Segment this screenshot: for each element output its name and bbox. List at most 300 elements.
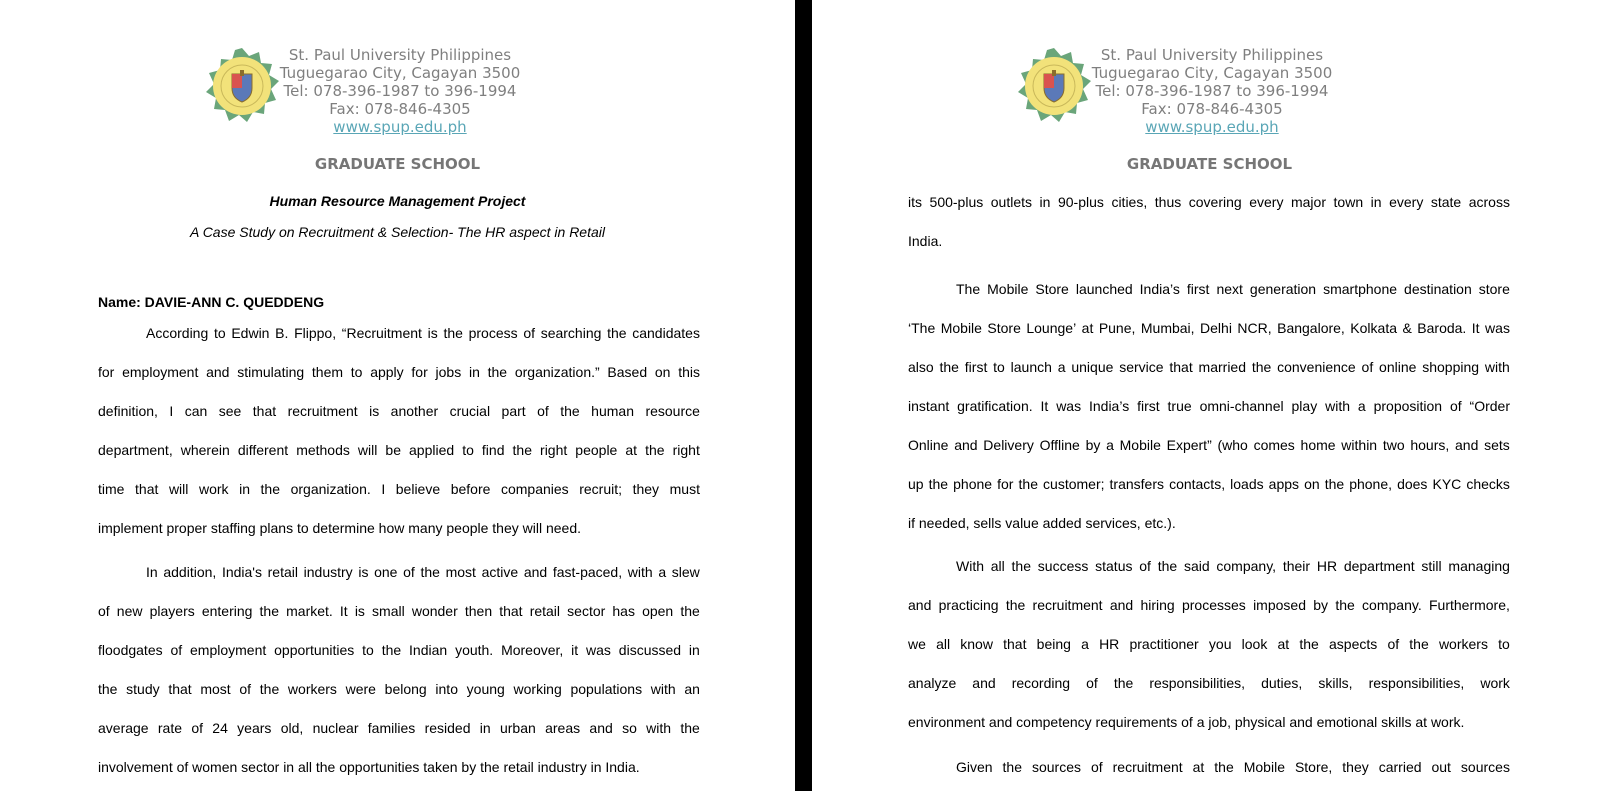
word: to (350, 364, 363, 380)
word: NCR, (1237, 320, 1272, 336)
word: the (645, 442, 665, 458)
word: an (684, 681, 700, 697)
word: most (445, 564, 476, 580)
word: managing (1448, 558, 1510, 574)
word: new (116, 603, 143, 619)
word: at (625, 442, 638, 458)
word: out (1431, 759, 1451, 775)
word: carried (1378, 759, 1422, 775)
word: and (1109, 597, 1134, 613)
word: and (1455, 437, 1479, 453)
word: young (466, 681, 505, 697)
word: employment (190, 642, 267, 658)
word: their (1282, 558, 1311, 574)
word: first (964, 359, 988, 375)
university-fax: Fax: 078-846-4305 (329, 100, 471, 118)
word: they (632, 481, 660, 497)
word: gratification. (957, 398, 1033, 414)
text-line: involvement of women sector in all the opportunities taken by the retail industry in India. (98, 759, 640, 775)
word: for (98, 364, 115, 380)
word: the (259, 603, 280, 619)
word: According (146, 325, 209, 341)
word: at (1192, 759, 1205, 775)
word: a (658, 564, 667, 580)
word: home (1300, 437, 1336, 453)
word: company, (1216, 558, 1277, 574)
word: to (462, 442, 474, 458)
word: at (1081, 320, 1094, 336)
text-line (908, 357, 1510, 396)
word: recruitment (1112, 759, 1183, 775)
word: Given (956, 759, 993, 775)
paragraph-sources (908, 757, 1510, 791)
word: of (1139, 558, 1151, 574)
word: the (1157, 558, 1178, 574)
word: this (678, 364, 700, 380)
word: rate (157, 720, 183, 736)
word: work (198, 481, 229, 497)
word: recording (1011, 675, 1071, 691)
word: of (170, 642, 183, 658)
word: they (1342, 759, 1369, 775)
word: know (960, 636, 993, 652)
word: recruitment (287, 403, 358, 419)
word: India’s (1088, 398, 1130, 414)
word: them (311, 364, 344, 380)
word: being (1036, 636, 1071, 652)
word: average (98, 720, 149, 736)
word: with (627, 564, 653, 580)
word: resided (424, 720, 471, 736)
word: of (523, 325, 535, 341)
word: the (512, 442, 532, 458)
word: destination (1404, 281, 1472, 297)
word: practicing (938, 597, 999, 613)
word: status (1095, 558, 1133, 574)
word: to (1498, 636, 1510, 652)
word: HR (1099, 636, 1120, 652)
word: Mobile (1119, 437, 1161, 453)
word: must (669, 481, 700, 497)
word: were (345, 681, 376, 697)
word: major (1290, 194, 1326, 210)
word: Online (908, 437, 949, 453)
word: the (1335, 597, 1355, 613)
word: I (169, 403, 174, 419)
word: Mobile (940, 320, 982, 336)
word: instant (908, 398, 950, 414)
letterhead-text (1062, 46, 1362, 136)
word: comes (1253, 437, 1295, 453)
word: and (908, 597, 932, 613)
word: transfers (1109, 476, 1165, 492)
word: a (1081, 636, 1089, 652)
word: every (1389, 194, 1424, 210)
word: the (420, 564, 440, 580)
word: up (908, 476, 924, 492)
word: the (98, 681, 118, 697)
word: of (1361, 359, 1374, 375)
word: outlets (990, 194, 1033, 210)
word: the (928, 476, 949, 492)
word: The (956, 281, 981, 297)
word: smartphone (1323, 281, 1398, 297)
word: town (1333, 194, 1364, 210)
word: the (1018, 476, 1038, 492)
text-line (98, 479, 700, 518)
document-page-right (812, 0, 1607, 791)
word: 500-plus (929, 194, 984, 210)
word: find (481, 442, 505, 458)
word: hours, (1410, 437, 1450, 453)
word: with (1325, 398, 1350, 414)
word: aspects (1329, 636, 1378, 652)
word: slew (671, 564, 700, 580)
word: was (1056, 398, 1082, 414)
word: thus (1154, 194, 1182, 210)
word: at (1277, 636, 1290, 652)
word: into (435, 681, 458, 697)
word: Based (607, 364, 648, 380)
word: organization. (290, 481, 371, 497)
university-address: Tuguegarao City, Cagayan 3500 (279, 64, 521, 82)
word: in (479, 720, 491, 736)
word: Lounge’ (1026, 320, 1077, 336)
word: is (369, 403, 380, 419)
university-tel: Tel: 078-396-1987 to 396-1994 (283, 82, 517, 100)
word: next (1216, 281, 1243, 297)
word: ‘The (908, 320, 936, 336)
document-page-left (0, 0, 795, 791)
word: companies (500, 481, 569, 497)
word: and (589, 720, 613, 736)
word: first (1137, 398, 1160, 414)
word: shopping (1422, 359, 1480, 375)
word: Store (987, 320, 1021, 336)
word: true (1167, 398, 1192, 414)
word: is (358, 564, 369, 580)
word: sources (1460, 759, 1510, 775)
word: open (642, 603, 674, 619)
word: Kolkata (1350, 320, 1397, 336)
text-line (98, 562, 700, 601)
text-line (98, 401, 700, 440)
word: With (956, 558, 984, 574)
word: apply (370, 364, 404, 380)
word: India's (221, 564, 262, 580)
word: methods (296, 442, 350, 458)
word: (who (1217, 437, 1248, 453)
word: imposed (1253, 597, 1306, 613)
word: workers (287, 681, 337, 697)
word: launched (1075, 281, 1133, 297)
word: by (1085, 437, 1101, 453)
word: with (1484, 359, 1510, 375)
word: resource (645, 403, 700, 419)
text-line (98, 323, 700, 362)
word: Delivery (983, 437, 1034, 453)
word: be (385, 442, 401, 458)
word: in (468, 364, 480, 380)
paragraph-india-retail (98, 562, 700, 791)
document-subtitle: A Case Study on Recruitment & Selection- The HR aspect in Retail (189, 224, 605, 240)
word: discussed (618, 642, 682, 658)
university-website-link[interactable]: www.spup.edu.ph (1145, 118, 1279, 136)
paragraph-recruitment-definition (98, 323, 700, 557)
word: one (374, 564, 398, 580)
word: with (646, 720, 672, 736)
word: wherein (180, 442, 230, 458)
word: the (1005, 597, 1026, 613)
word: to (993, 359, 1005, 375)
word: all (936, 636, 951, 652)
text-line (98, 679, 700, 718)
word: of (239, 681, 252, 697)
word: will (168, 481, 189, 497)
word: loads (1230, 476, 1264, 492)
word: retail (267, 564, 298, 580)
word: a (1357, 398, 1366, 414)
word: sources (1031, 759, 1082, 775)
word: people (575, 442, 618, 458)
word: players (149, 603, 195, 619)
word: Edwin (231, 325, 270, 341)
word: you (1208, 636, 1232, 652)
word: to (213, 325, 226, 341)
word: study (126, 681, 160, 697)
word: definition, (98, 403, 158, 419)
word: floodgates (98, 642, 163, 658)
word: success (1037, 558, 1089, 574)
word: Expert” (1166, 437, 1212, 453)
word: another (390, 403, 439, 419)
word: that (499, 603, 523, 619)
university-website-link[interactable]: www.spup.edu.ph (333, 118, 467, 136)
word: the (560, 403, 580, 419)
word: phone (953, 476, 993, 492)
word: two (1382, 437, 1405, 453)
word: years (237, 720, 272, 736)
word: the (1002, 759, 1023, 775)
word: searching (540, 325, 602, 341)
word: old, (280, 720, 304, 736)
word: is (427, 325, 438, 341)
word: then (464, 603, 493, 619)
word: industry (303, 564, 353, 580)
word: contacts, (1169, 476, 1226, 492)
word: recruitment (1032, 597, 1103, 613)
word: fast-paced, (552, 564, 623, 580)
word: the (939, 359, 959, 375)
word: India’s (1139, 281, 1180, 297)
word: we (908, 636, 926, 652)
word: of (1449, 398, 1462, 414)
word: time (98, 481, 125, 497)
word: part (501, 403, 526, 419)
word: working (513, 681, 562, 697)
word: also (908, 359, 934, 375)
text-line (908, 318, 1510, 357)
word: with (650, 681, 676, 697)
word: processes (1181, 597, 1246, 613)
word: company. (1362, 597, 1422, 613)
word: customer; (1043, 476, 1105, 492)
text-line (908, 435, 1510, 474)
university-address: Tuguegarao City, Cagayan 3500 (1091, 64, 1333, 82)
word: process (468, 325, 518, 341)
word: the (487, 364, 508, 380)
word: Store, (1294, 759, 1333, 775)
word: In (146, 564, 158, 580)
word: human (591, 403, 634, 419)
word: recruit; (579, 481, 623, 497)
word: the (1299, 636, 1319, 652)
word: was (1485, 320, 1510, 336)
university-name: St. Paul University Philippines (288, 46, 512, 64)
word: the (1409, 636, 1429, 652)
word: analyze (908, 675, 957, 691)
word: applied (409, 442, 455, 458)
word: retail (529, 603, 561, 619)
text-line (98, 601, 700, 640)
word: is (354, 603, 365, 619)
university-tel: Tel: 078-396-1987 to 396-1994 (1095, 82, 1329, 100)
word: on (654, 364, 671, 380)
graduate-school-heading: GRADUATE SCHOOL (314, 155, 481, 173)
text-line (908, 556, 1510, 595)
word: cities, (1111, 194, 1148, 210)
word: urban (499, 720, 536, 736)
word: “Recruitment (341, 325, 422, 341)
word: opportunities (274, 642, 355, 658)
word: checks (1466, 476, 1510, 492)
word: entering (201, 603, 253, 619)
word: and (523, 564, 548, 580)
word: B. (275, 325, 289, 341)
word: in (1039, 194, 1051, 210)
word: 90-plus (1057, 194, 1104, 210)
word: store (1478, 281, 1510, 297)
word: does (1397, 476, 1428, 492)
word: for (997, 476, 1014, 492)
word: organization.” (514, 364, 600, 380)
word: of (403, 564, 415, 580)
word: before (450, 481, 491, 497)
word: and (972, 675, 996, 691)
text-line (908, 396, 1510, 435)
word: a (1106, 437, 1114, 453)
word: responsibilities, (1368, 675, 1465, 691)
word: in (688, 642, 700, 658)
word: employment (122, 364, 199, 380)
word: it (571, 642, 579, 658)
word: department, (98, 442, 173, 458)
word: skills, (1318, 675, 1353, 691)
word: addition, (163, 564, 217, 580)
word: Offline (1039, 437, 1080, 453)
word: nuclear (312, 720, 359, 736)
word: state (1430, 194, 1462, 210)
word: Store (1035, 281, 1069, 297)
word: & (1402, 320, 1412, 336)
text-line (98, 362, 700, 401)
word: that (168, 681, 192, 697)
word: will (357, 442, 378, 458)
word: see (218, 403, 242, 419)
word: the (381, 642, 402, 658)
word: Bangalore, (1277, 320, 1345, 336)
word: the (260, 481, 281, 497)
word: unique (1071, 359, 1114, 375)
word: Indian (409, 642, 448, 658)
text-line (98, 640, 700, 679)
text-line (98, 440, 700, 479)
word: within (1341, 437, 1378, 453)
word: married (1198, 359, 1247, 375)
word: I (381, 481, 386, 497)
word: the (1113, 675, 1134, 691)
word: right (540, 442, 568, 458)
word: HR (1316, 558, 1338, 574)
word: omni-channel (1199, 398, 1284, 414)
word: in (239, 481, 250, 497)
word: online (1379, 359, 1417, 375)
word: of (1387, 636, 1400, 652)
word: most (200, 681, 231, 697)
word: candidates (632, 325, 700, 341)
text-line (908, 757, 1510, 791)
word: small (372, 603, 405, 619)
word: proposition (1373, 398, 1443, 414)
word: 24 (212, 720, 228, 736)
text-line: environment and competency requirements of a job, physical and emotional skills at work. (908, 714, 1465, 730)
word: Moreover, (501, 642, 564, 658)
word: sets (1484, 437, 1510, 453)
word: active (481, 564, 519, 580)
word: first (1186, 281, 1210, 297)
word: apps (1268, 476, 1300, 492)
word: the (1214, 759, 1234, 775)
word: still (1421, 558, 1442, 574)
text-line (908, 474, 1510, 513)
word: It (339, 603, 348, 619)
word: the (1011, 558, 1032, 574)
word: the (259, 681, 280, 697)
word: the (680, 720, 700, 736)
word: Mobile (1243, 759, 1285, 775)
word: for (411, 364, 428, 380)
word: Baroda. (1417, 320, 1467, 336)
word: market. (286, 603, 333, 619)
word: so (622, 720, 637, 736)
word: “Order (1469, 398, 1510, 414)
word: look (1241, 636, 1268, 652)
author-name: Name: DAVIE-ANN C. QUEDDENG (98, 294, 325, 310)
word: the (607, 325, 627, 341)
word: department (1343, 558, 1415, 574)
word: belong (384, 681, 427, 697)
document-title: Human Resource Management Project (269, 193, 526, 209)
word: a (1057, 359, 1066, 375)
word: that (1003, 636, 1027, 652)
word: hiring (1140, 597, 1175, 613)
word: covering (1188, 194, 1242, 210)
word: and (206, 364, 230, 380)
word: duties, (1261, 675, 1303, 691)
word: It (1040, 398, 1049, 414)
word: areas (545, 720, 581, 736)
text-line: implement proper staffing plans to determine how many people they will need. (98, 520, 582, 536)
